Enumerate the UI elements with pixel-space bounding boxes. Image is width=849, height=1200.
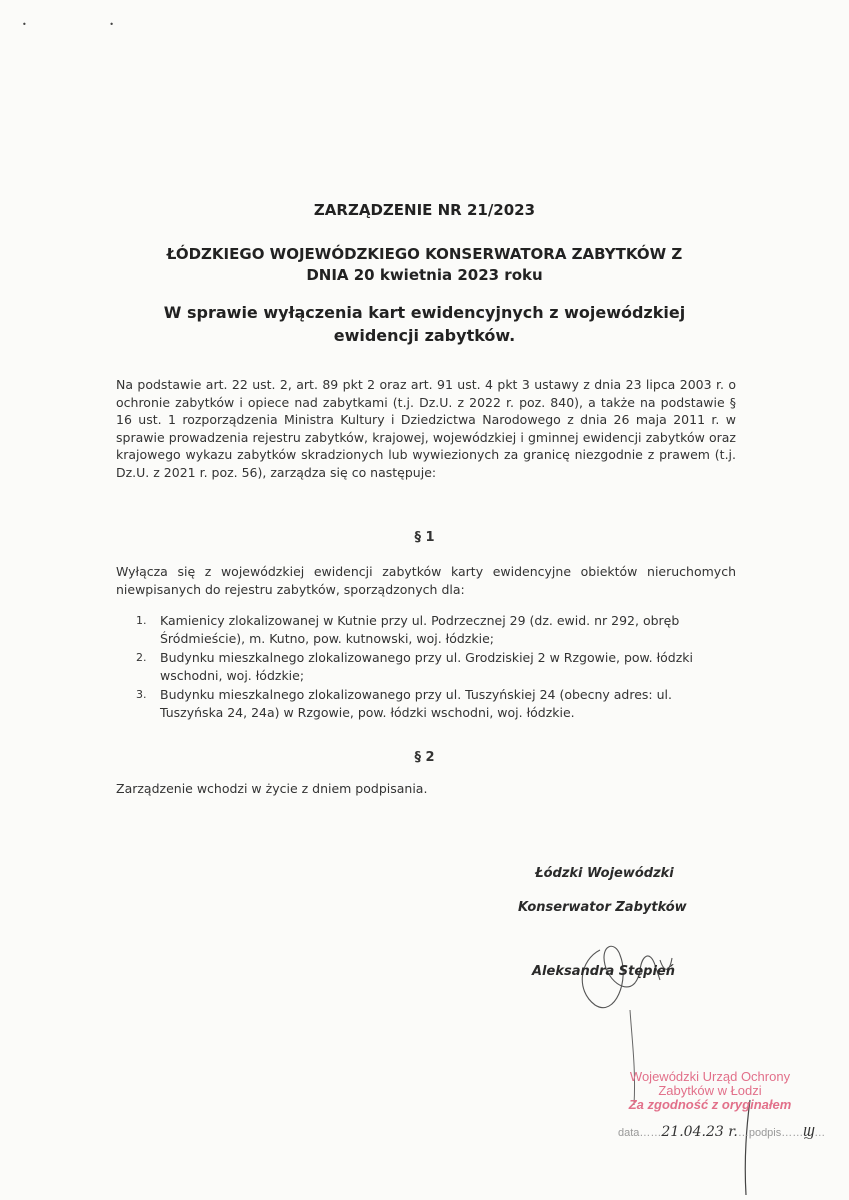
certification-stamp <box>600 1070 820 1112</box>
subject-line-1: W sprawie wyłączenia kart ewidencyjnych z wojewódzkiej <box>163 303 686 322</box>
section-1-heading: § 1 <box>414 530 435 545</box>
document-title: ZARZĄDZENIE NR 21/2023 <box>313 201 536 219</box>
list-item <box>116 649 736 684</box>
list-item-text: Budynku mieszkalnego zlokalizowanego przy ul. Tuszyńskiej 24 (obecny adres: ul. Tuszyńska 24, 24a) w Rzgowie, pow. łódzki wschodni, woj. łódzkie. <box>160 687 672 720</box>
date-label: data <box>618 1127 640 1139</box>
signatory-title-line-1: Łódzki Wojewódzki <box>535 866 674 881</box>
list-number: 3. <box>136 688 147 702</box>
signatory-title-line-2: Konserwator Zabytków <box>518 900 687 915</box>
stamp-date-line: data……21.04.23 r.…podpis……Ϣ… <box>618 1124 826 1140</box>
property-list <box>116 612 736 724</box>
signatory-name: Aleksandra Stępień <box>532 964 675 979</box>
list-item <box>116 686 736 721</box>
list-item-text: Kamienicy zlokalizowanej w Kutnie przy ul. Podrzecznej 29 (dz. ewid. nr 292, obręb Śródmieście), m. Kutno, pow. kutnowski, woj. łódzkie; <box>160 613 680 646</box>
list-number: 2. <box>136 651 147 665</box>
legal-basis-paragraph: Na podstawie art. 22 ust. 2, art. 89 pkt 2 oraz art. 91 ust. 4 pkt 3 ustawy z dnia 23 lipca 2003 r. o ochronie zabytków i opiece nad zabytkami (t.j. Dz.U. z 2022 r. poz. 840), a także na podstawie § 16 ust. 1 rozporządzenia Ministra Kultury i Dziedzictwa Narodowego z dnia 26 maja 2011 r. w sprawie prowadzenia rejestru zabytków, krajowej, wojewódzkiej i gminnej ewidencji zabytków oraz krajowego wykazu zabytków skradzionych lub wywiezionych za granicę niezgodnie z prawem (t.j. Dz.U. z 2021 r. poz. 56), zarządza się co następuje: <box>116 377 736 480</box>
sign-label: podpis <box>748 1127 782 1139</box>
scan-specks: • • <box>22 20 154 29</box>
authority-heading <box>0 244 849 286</box>
section-2-heading: § 2 <box>414 750 435 765</box>
date-value: 21.04.23 r. <box>661 1124 738 1140</box>
authority-line-1: ŁÓDZKIEGO WOJEWÓDZKIEGO KONSERWATORA ZABYTKÓW Z <box>166 245 683 263</box>
stamp-line-1: Wojewódzki Urząd Ochrony <box>629 1069 791 1084</box>
section-2-text: Zarządzenie wchodzi w życie z dniem podpisania. <box>116 781 428 796</box>
section-1-text: Wyłącza się z wojewódzkiej ewidencji zabytków karty ewidencyjne obiektów nieruchomych niewpisanych do rejestru zabytków, sporządzonych dla: <box>116 564 736 597</box>
stamp-line-2: Zabytków w Łodzi <box>658 1083 762 1098</box>
subject-heading <box>0 301 849 347</box>
list-item-text: Budynku mieszkalnego zlokalizowanego przy ul. Grodziskiej 2 w Rzgowie, pow. łódzki wschodni, woj. łódzkie; <box>160 650 693 683</box>
subject-line-2: ewidencji zabytków. <box>333 326 516 345</box>
stamp-initials-icon: Ϣ <box>803 1124 815 1140</box>
handwritten-signature <box>560 920 770 1200</box>
stamp-line-3: Za zgodność z oryginałem <box>628 1097 792 1112</box>
list-item <box>116 612 736 647</box>
authority-line-2: DNIA 20 kwietnia 2023 roku <box>306 266 543 284</box>
list-number: 1. <box>136 614 147 627</box>
